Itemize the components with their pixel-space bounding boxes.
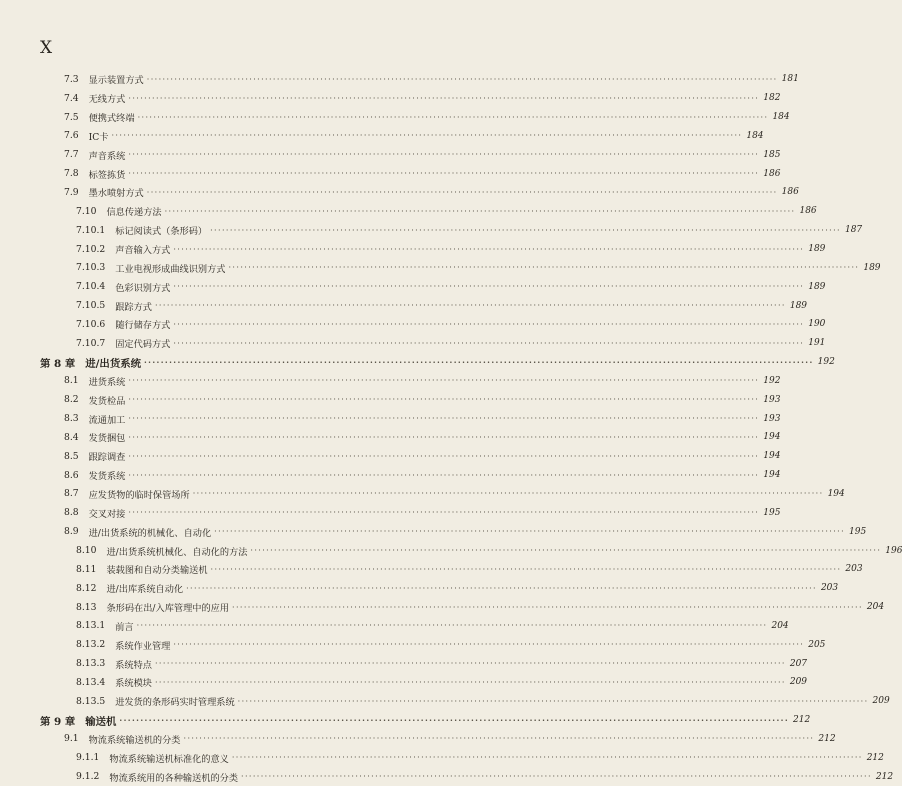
toc-entry-title: 跟踪方式 (115, 301, 152, 313)
leader-dots: ································································································································································ (210, 564, 842, 574)
toc-entry-number: 8.1 (64, 375, 79, 387)
toc-entry-number: 第 8 章 (40, 357, 76, 370)
toc-entry-number: 7.10.5 (76, 300, 106, 312)
leader-dots: ································································································································································ (146, 74, 778, 84)
toc-entry-title: 交叉对接 (88, 508, 126, 520)
toc-entry-number: 8.5 (64, 450, 79, 462)
toc-entry-page: 184 (772, 112, 790, 123)
toc-entry-page: 182 (763, 93, 781, 104)
toc-entry-title: 发货捆包 (88, 433, 126, 445)
toc-entry (0, 635, 826, 654)
toc-entry-page: 193 (763, 394, 781, 405)
toc-entry (0, 730, 836, 749)
leader-dots: ································································································································································ (144, 357, 814, 368)
toc-entry-number: 7.3 (64, 73, 79, 85)
leader-dots: ································································································································································ (173, 640, 805, 650)
toc-chapter-entry (0, 711, 811, 730)
toc-entry-number: 8.13 (76, 601, 97, 613)
toc-entry (0, 258, 881, 277)
toc-entry-page: 203 (845, 564, 863, 575)
toc-entry-number: 8.6 (64, 469, 79, 481)
toc-entry-number: 7.10.6 (76, 318, 106, 330)
toc-entry-number: 7.4 (64, 92, 79, 104)
toc-entry-title: 进发货的条形码实时管理系统 (115, 697, 235, 709)
leader-dots: ································································································································································ (128, 395, 760, 405)
toc-entry-number: 8.4 (64, 431, 79, 443)
toc-entry (0, 277, 826, 296)
toc-entry-number: 8.12 (76, 582, 97, 594)
toc-entry-number: 8.13.3 (76, 658, 106, 670)
leader-dots: ································································································································································ (146, 187, 778, 197)
toc-entry (0, 748, 884, 767)
toc-entry-title: 流通加工 (88, 414, 126, 426)
toc-entry-number: 7.10.4 (76, 281, 106, 293)
toc-entry-page: 212 (866, 752, 884, 763)
toc-entry-title: 进/出货系统机械化、自动化的方法 (106, 546, 248, 558)
table-of-contents (0, 70, 902, 786)
leader-dots: ································································································································································ (228, 263, 860, 273)
toc-entry (0, 390, 781, 409)
toc-entry-page: 196 (885, 545, 902, 556)
toc-entry-title: 条形码在出/入库管理中的应用 (106, 603, 230, 615)
toc-entry-number: 7.5 (64, 111, 79, 123)
toc-entry-title: 进货系统 (88, 376, 126, 388)
toc-entry-title: 工业电视形成曲线识别方式 (115, 263, 226, 275)
toc-entry-page: 194 (763, 470, 781, 481)
toc-entry-page: 181 (781, 74, 799, 85)
leader-dots: ································································································································································ (173, 282, 805, 292)
toc-entry (0, 164, 781, 183)
toc-entry-number: 7.7 (64, 149, 79, 161)
toc-entry-page: 189 (789, 300, 808, 311)
toc-entry (0, 485, 845, 504)
toc-entry (0, 183, 799, 202)
toc-entry-title: 声音系统 (88, 150, 126, 162)
toc-entry-page: 195 (849, 526, 867, 537)
leader-dots: ································································································································································ (128, 414, 760, 424)
toc-entry (0, 70, 799, 89)
leader-dots: ································································································································································ (137, 112, 769, 122)
toc-entry-title: 进/出库系统自动化 (106, 584, 184, 596)
toc-entry-title: 输送机 (85, 715, 117, 728)
toc-entry-number: 第 9 章 (40, 715, 76, 728)
leader-dots: ································································································································································ (119, 715, 790, 726)
toc-entry-number: 9.1.1 (76, 752, 100, 764)
toc-entry-title: 进/出货系统 (85, 357, 141, 370)
toc-entry (0, 372, 781, 391)
toc-entry-title: IC卡 (88, 131, 109, 143)
toc-entry (0, 447, 781, 466)
toc-entry-page: 189 (808, 244, 826, 255)
toc-entry-page: 190 (808, 319, 826, 330)
leader-dots: ································································································································································ (164, 206, 796, 216)
leader-dots: ································································································································································ (128, 508, 760, 518)
leader-dots: ································································································································································ (128, 470, 760, 480)
toc-entry-number: 8.10 (76, 545, 97, 557)
leader-dots: ································································································································································ (128, 169, 760, 179)
leader-dots: ································································································································································ (231, 753, 863, 763)
toc-entry-page: 212 (818, 733, 836, 744)
toc-entry-page: 212 (875, 771, 894, 782)
toc-entry-page: 184 (746, 130, 764, 141)
toc-entry-title: 前言 (115, 621, 134, 633)
toc-entry-number: 8.13.2 (76, 639, 106, 651)
toc-entry-page: 204 (866, 602, 885, 613)
toc-entry-title: 发货系统 (88, 471, 126, 483)
toc-entry-number: 7.9 (64, 186, 79, 198)
toc-entry-number: 8.7 (64, 488, 79, 500)
toc-entry-page: 186 (799, 206, 817, 217)
toc-entry (0, 89, 781, 108)
toc-entry-number: 8.13.5 (76, 695, 106, 707)
toc-entry-page: 204 (771, 620, 789, 631)
toc-entry (0, 202, 817, 221)
toc-entry-number: 8.13.1 (76, 620, 106, 632)
toc-entry (0, 334, 826, 353)
toc-entry-page: 209 (872, 696, 890, 707)
toc-entry-page: 192 (763, 375, 781, 386)
toc-entry-title: 跟踪调查 (88, 452, 126, 464)
toc-entry-title: 系统模块 (115, 678, 152, 690)
toc-entry-page: 193 (763, 413, 781, 424)
leader-dots: ································································································································································ (136, 621, 768, 631)
leader-dots: ································································································································································ (241, 772, 872, 782)
toc-entry (0, 296, 808, 315)
toc-entry-title: 随行储存方式 (115, 320, 171, 332)
toc-entry (0, 692, 890, 711)
toc-entry-number: 8.9 (64, 526, 79, 538)
toc-entry-title: 进/出货系统的机械化、自动化 (88, 527, 212, 539)
toc-entry-number: 7.10.7 (76, 337, 106, 349)
toc-entry (0, 767, 894, 786)
toc-entry-title: 无线方式 (88, 94, 126, 106)
toc-entry-number: 7.6 (64, 130, 79, 142)
toc-entry-title: 色彩识别方式 (115, 282, 171, 294)
toc-entry (0, 560, 863, 579)
toc-entry (0, 673, 808, 692)
toc-entry (0, 541, 902, 560)
leader-dots: ································································································································································ (154, 301, 786, 311)
toc-entry (0, 409, 781, 428)
toc-entry-number: 8.11 (76, 563, 97, 575)
toc-entry-title: 物流系统用的各种输送机的分类 (109, 772, 239, 784)
toc-entry-page: 194 (827, 488, 845, 499)
toc-entry (0, 616, 789, 635)
leader-dots: ································································································································································ (173, 244, 805, 254)
leader-dots: ································································································································································ (128, 93, 760, 103)
toc-entry-title: 声音输入方式 (115, 245, 171, 257)
leader-dots: ································································································································································ (128, 376, 760, 386)
leader-dots: ································································································································································ (186, 583, 817, 593)
leader-dots: ································································································································································ (192, 489, 824, 499)
toc-entry-title: 应发货物的临时保管场所 (88, 489, 190, 501)
toc-entry (0, 240, 826, 259)
toc-entry-number: 8.3 (64, 413, 79, 425)
toc-entry (0, 522, 867, 541)
toc-entry-number: 7.10 (76, 205, 97, 217)
toc-entry (0, 315, 826, 334)
toc-chapter-entry (0, 353, 835, 372)
leader-dots: ································································································································································ (210, 225, 841, 235)
toc-entry-page: 189 (808, 281, 826, 292)
toc-entry (0, 466, 781, 485)
toc-entry-title: 发货检品 (88, 395, 126, 407)
leader-dots: ································································································································································ (154, 659, 786, 669)
toc-entry (0, 598, 885, 617)
toc-entry-title: 信息传递方法 (106, 207, 162, 219)
leader-dots: ································································································································································ (250, 546, 882, 556)
toc-entry-page: 194 (763, 451, 781, 462)
toc-entry-page: 205 (808, 639, 826, 650)
leader-dots: ································································································································································ (237, 696, 869, 706)
toc-entry-title: 物流系统输送机的分类 (88, 734, 181, 746)
toc-entry (0, 108, 790, 127)
leader-dots: ································································································································································ (232, 602, 863, 612)
toc-entry-page: 207 (789, 658, 808, 669)
toc-entry-page: 212 (793, 715, 811, 726)
toc-entry-number: 8.2 (64, 394, 79, 406)
toc-entry (0, 127, 764, 146)
leader-dots: ································································································································································ (173, 338, 805, 348)
toc-entry-number: 7.10.3 (76, 262, 106, 274)
leader-dots: ································································································································································ (154, 677, 786, 687)
leader-dots: ································································································································································ (128, 150, 760, 160)
toc-entry-title: 装载图和自动分类输送机 (106, 565, 208, 577)
toc-entry-number: 9.1.2 (76, 771, 100, 783)
leader-dots: ································································································································································ (128, 451, 760, 461)
toc-entry-number: 8.13.4 (76, 676, 106, 688)
toc-entry-title: 系统特点 (115, 659, 152, 671)
toc-entry-number: 7.10.2 (76, 243, 106, 255)
toc-entry (0, 654, 808, 673)
toc-entry-page: 189 (863, 262, 881, 273)
toc-entry-title: 固定代码方式 (115, 339, 171, 351)
leader-dots: ································································································································································ (183, 734, 815, 744)
leader-dots: ································································································································································ (128, 432, 760, 442)
toc-entry-page: 203 (820, 583, 839, 594)
page-number: X (40, 38, 54, 58)
toc-entry-title: 标签拣货 (88, 169, 126, 181)
toc-entry-page: 191 (808, 338, 826, 349)
toc-entry-page: 185 (763, 149, 781, 160)
toc-entry-page: 186 (781, 187, 799, 198)
leader-dots: ································································································································································ (173, 319, 805, 329)
toc-entry (0, 503, 781, 522)
toc-entry (0, 428, 781, 447)
toc-entry-title: 显示装置方式 (88, 75, 144, 87)
toc-entry-title: 墨水喷射方式 (88, 188, 144, 200)
toc-entry-number: 7.8 (64, 168, 79, 180)
toc-entry-page: 209 (789, 677, 808, 688)
toc-entry (0, 579, 839, 598)
toc-entry-number: 9.1 (64, 733, 79, 745)
toc-entry-title: 标记阅读式（条形码） (115, 226, 208, 238)
toc-entry-page: 195 (763, 507, 781, 518)
toc-entry-page: 192 (817, 357, 835, 368)
toc-entry-page: 187 (844, 225, 863, 236)
leader-dots: ································································································································································ (214, 527, 846, 537)
leader-dots: ································································································································································ (111, 131, 743, 141)
toc-entry (0, 145, 781, 164)
toc-entry-number: 8.8 (64, 507, 79, 519)
toc-entry-title: 物流系统输送机标准化的意义 (109, 753, 229, 765)
toc-entry-title: 便携式终端 (88, 113, 135, 125)
toc-entry-title: 系统作业管理 (115, 640, 171, 652)
toc-entry-page: 194 (763, 432, 781, 443)
toc-entry-page: 186 (763, 168, 781, 179)
toc-entry-number: 7.10.1 (76, 224, 106, 236)
toc-entry (0, 221, 863, 240)
